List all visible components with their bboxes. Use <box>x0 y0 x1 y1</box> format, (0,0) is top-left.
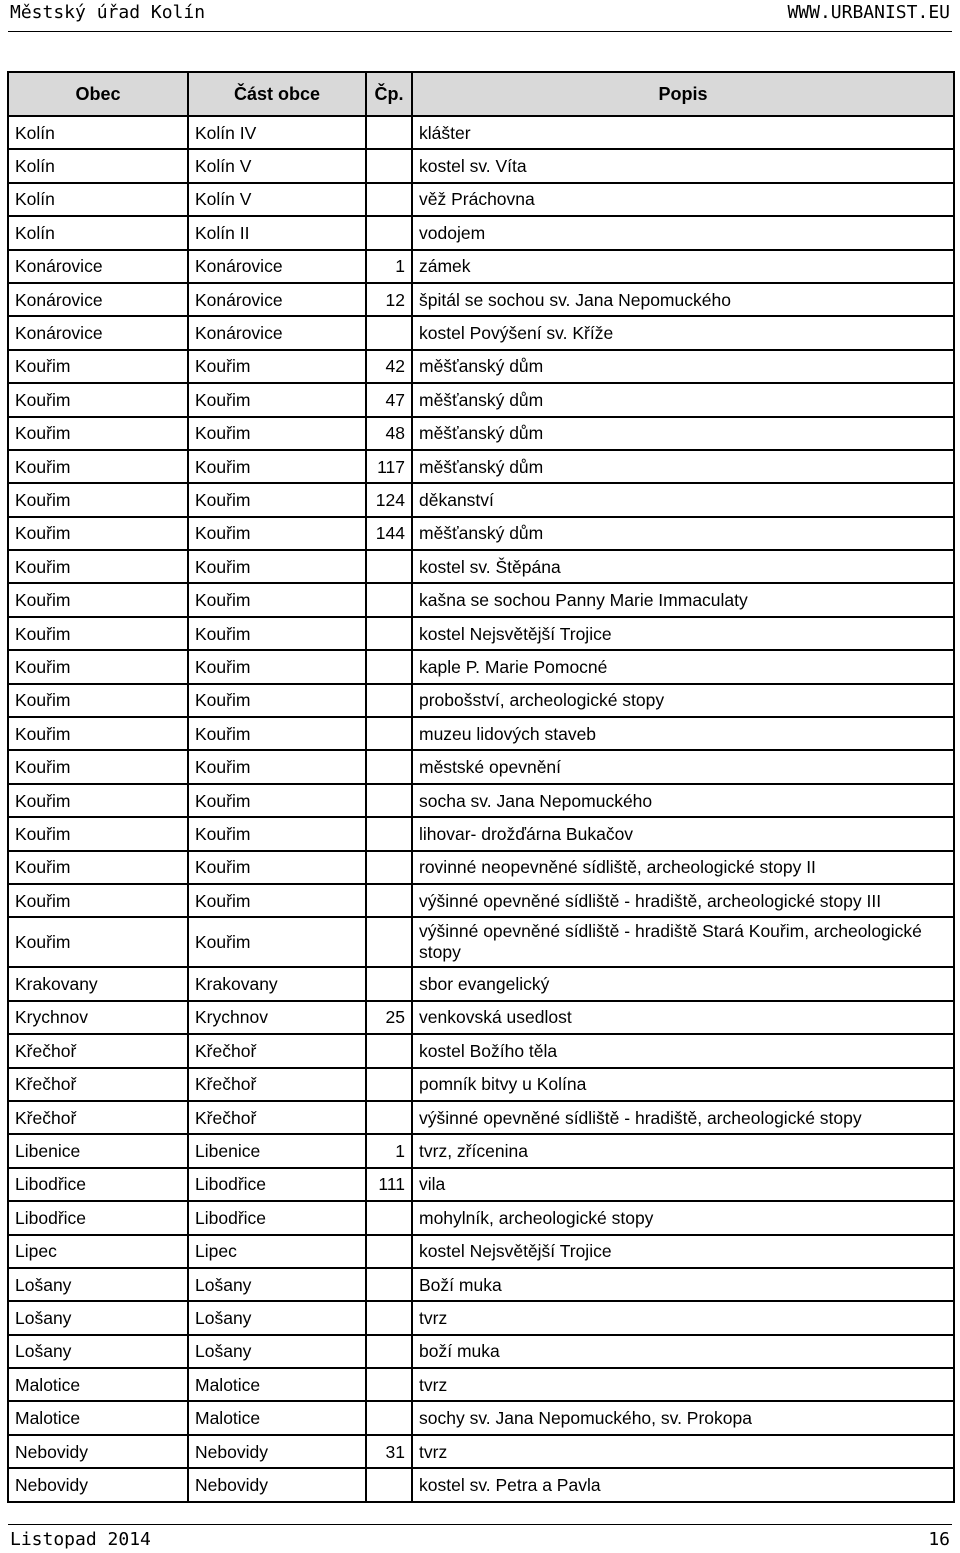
cell-popis: tvrz, zřícenina <box>413 1135 955 1168</box>
cell-obec: Malotice <box>9 1369 189 1402</box>
table-row <box>9 785 955 818</box>
page-footer <box>8 1524 952 1553</box>
cell-cp <box>367 1069 413 1102</box>
cell-popis: výšinné opevněné sídliště - hradiště Stará Kouřim, archeologické stopy <box>413 918 955 968</box>
table-row <box>9 418 955 451</box>
table-row <box>9 1369 955 1402</box>
table-row <box>9 384 955 417</box>
cell-popis: probošství, archeologické stopy <box>413 685 955 718</box>
cell-obec: Libenice <box>9 1135 189 1168</box>
cell-obec: Lošany <box>9 1269 189 1302</box>
cell-cast-obce: Lošany <box>189 1336 367 1369</box>
cell-popis: měšťanský dům <box>413 518 955 551</box>
cell-popis: měšťanský dům <box>413 384 955 417</box>
cell-obec: Křečhoř <box>9 1069 189 1102</box>
cell-cast-obce: Konárovice <box>189 317 367 350</box>
cell-obec: Konárovice <box>9 251 189 284</box>
cell-popis: kostel Nejsvětější Trojice <box>413 618 955 651</box>
cell-cp <box>367 317 413 350</box>
cell-obec: Kouřim <box>9 818 189 851</box>
cell-obec: Kouřim <box>9 852 189 885</box>
table-row <box>9 885 955 918</box>
cell-cast-obce: Kolín IV <box>189 117 367 150</box>
table-row <box>9 1336 955 1369</box>
cell-cp <box>367 685 413 718</box>
cell-cp <box>367 217 413 250</box>
cell-obec: Kouřim <box>9 651 189 684</box>
cell-obec: Konárovice <box>9 317 189 350</box>
table-body <box>9 117 955 1503</box>
cell-cast-obce: Malotice <box>189 1402 367 1435</box>
table-row <box>9 1269 955 1302</box>
cell-obec: Libodřice <box>9 1169 189 1202</box>
cell-popis: vila <box>413 1169 955 1202</box>
cell-cast-obce: Kouřim <box>189 685 367 718</box>
cell-cp <box>367 1402 413 1435</box>
table-row <box>9 150 955 183</box>
cell-cast-obce: Lošany <box>189 1302 367 1335</box>
table-row <box>9 1436 955 1469</box>
cell-cp <box>367 1035 413 1068</box>
cell-cast-obce: Kouřim <box>189 518 367 551</box>
cell-popis: kašna se sochou Panny Marie Immaculaty <box>413 584 955 617</box>
header-website: WWW.URBANIST.EU <box>787 2 950 23</box>
table-row <box>9 1202 955 1235</box>
table-row <box>9 1035 955 1068</box>
cell-cp: 124 <box>367 484 413 517</box>
cell-cast-obce: Kouřim <box>189 751 367 784</box>
cell-popis: tvrz <box>413 1302 955 1335</box>
footer-date: Listopad 2014 <box>10 1529 151 1550</box>
cell-popis: mohylník, archeologické stopy <box>413 1202 955 1235</box>
cell-obec: Kouřim <box>9 351 189 384</box>
cell-cast-obce: Kouřim <box>189 551 367 584</box>
table-row <box>9 918 955 968</box>
cell-popis: vodojem <box>413 217 955 250</box>
page-number: 16 <box>928 1529 950 1550</box>
cell-cp <box>367 885 413 918</box>
cell-popis: věž Práchovna <box>413 184 955 217</box>
cell-popis: špitál se sochou sv. Jana Nepomuckého <box>413 284 955 317</box>
cell-popis: boží muka <box>413 1336 955 1369</box>
cell-cast-obce: Libodřice <box>189 1202 367 1235</box>
table-row <box>9 1135 955 1168</box>
table-header-row <box>9 73 955 117</box>
cell-obec: Kouřim <box>9 751 189 784</box>
cell-cast-obce: Kouřim <box>189 418 367 451</box>
cell-cp <box>367 785 413 818</box>
cell-cp <box>367 117 413 150</box>
cell-obec: Kolín <box>9 117 189 150</box>
cell-cast-obce: Kouřim <box>189 618 367 651</box>
cell-obec: Kouřim <box>9 785 189 818</box>
cell-obec: Lipec <box>9 1236 189 1269</box>
cell-obec: Kolín <box>9 217 189 250</box>
cell-popis: zámek <box>413 251 955 284</box>
cell-cp: 117 <box>367 451 413 484</box>
cell-cast-obce: Kolín II <box>189 217 367 250</box>
cell-cp <box>367 1202 413 1235</box>
cell-obec: Krychnov <box>9 1002 189 1035</box>
monument-table <box>7 71 955 1503</box>
cell-cp <box>367 184 413 217</box>
table-row <box>9 1102 955 1135</box>
cell-obec: Kouřim <box>9 484 189 517</box>
cell-cast-obce: Kouřim <box>189 918 367 968</box>
table-row <box>9 1469 955 1502</box>
cell-obec: Kouřim <box>9 584 189 617</box>
table-row <box>9 1302 955 1335</box>
table-row <box>9 718 955 751</box>
cell-cast-obce: Krakovany <box>189 968 367 1001</box>
table-row <box>9 818 955 851</box>
cell-popis: pomník bitvy u Kolína <box>413 1069 955 1102</box>
cell-cp <box>367 1102 413 1135</box>
column-header-cp: Čp. <box>367 73 413 117</box>
cell-popis: kostel sv. Štěpána <box>413 551 955 584</box>
cell-cp <box>367 1469 413 1502</box>
cell-popis: tvrz <box>413 1436 955 1469</box>
cell-cp: 48 <box>367 418 413 451</box>
cell-obec: Kouřim <box>9 418 189 451</box>
cell-obec: Krakovany <box>9 968 189 1001</box>
cell-cp: 1 <box>367 1135 413 1168</box>
table-row <box>9 852 955 885</box>
table-row <box>9 518 955 551</box>
cell-popis: lihovar- drožďárna Bukačov <box>413 818 955 851</box>
cell-cp: 1 <box>367 251 413 284</box>
cell-obec: Konárovice <box>9 284 189 317</box>
cell-cast-obce: Kouřim <box>189 785 367 818</box>
cell-popis: kostel Božího těla <box>413 1035 955 1068</box>
cell-obec: Kouřim <box>9 518 189 551</box>
cell-obec: Lošany <box>9 1336 189 1369</box>
cell-cp <box>367 751 413 784</box>
cell-cp <box>367 1336 413 1369</box>
cell-popis: měšťanský dům <box>413 451 955 484</box>
cell-popis: kostel sv. Víta <box>413 150 955 183</box>
table-row <box>9 751 955 784</box>
cell-popis: tvrz <box>413 1369 955 1402</box>
cell-popis: Boží muka <box>413 1269 955 1302</box>
cell-cast-obce: Kouřim <box>189 484 367 517</box>
table-row <box>9 351 955 384</box>
cell-popis: kostel Povýšení sv. Kříže <box>413 317 955 350</box>
cell-cp <box>367 918 413 968</box>
cell-cp <box>367 852 413 885</box>
cell-obec: Kouřim <box>9 384 189 417</box>
cell-obec: Kolín <box>9 184 189 217</box>
table-row <box>9 484 955 517</box>
cell-cast-obce: Kouřim <box>189 384 367 417</box>
cell-cp: 31 <box>367 1436 413 1469</box>
cell-cast-obce: Konárovice <box>189 284 367 317</box>
cell-cast-obce: Lipec <box>189 1236 367 1269</box>
cell-cast-obce: Kolín V <box>189 184 367 217</box>
table-row <box>9 968 955 1001</box>
cell-popis: měšťanský dům <box>413 418 955 451</box>
cell-cast-obce: Kouřim <box>189 651 367 684</box>
cell-popis: kaple P. Marie Pomocné <box>413 651 955 684</box>
cell-popis: výšinné opevněné sídliště - hradiště, archeologické stopy III <box>413 885 955 918</box>
cell-obec: Kouřim <box>9 618 189 651</box>
cell-cp <box>367 584 413 617</box>
cell-popis: měšťanský dům <box>413 351 955 384</box>
cell-obec: Křečhoř <box>9 1035 189 1068</box>
page-header <box>8 0 952 32</box>
cell-popis: rovinné neopevněné sídliště, archeologické stopy II <box>413 852 955 885</box>
table-row <box>9 284 955 317</box>
cell-popis: kostel Nejsvětější Trojice <box>413 1236 955 1269</box>
cell-popis: děkanství <box>413 484 955 517</box>
cell-cast-obce: Nebovidy <box>189 1436 367 1469</box>
table-row <box>9 184 955 217</box>
table-row <box>9 117 955 150</box>
cell-popis: sochy sv. Jana Nepomuckého, sv. Prokopa <box>413 1402 955 1435</box>
cell-cast-obce: Křečhoř <box>189 1102 367 1135</box>
table-row <box>9 651 955 684</box>
cell-cast-obce: Kouřim <box>189 718 367 751</box>
cell-cast-obce: Libenice <box>189 1135 367 1168</box>
cell-obec: Kouřim <box>9 685 189 718</box>
cell-cp <box>367 1269 413 1302</box>
cell-obec: Nebovidy <box>9 1469 189 1502</box>
table-row <box>9 685 955 718</box>
cell-cp <box>367 1236 413 1269</box>
cell-cast-obce: Kouřim <box>189 584 367 617</box>
cell-cast-obce: Kouřim <box>189 451 367 484</box>
table-row <box>9 618 955 651</box>
cell-popis: socha sv. Jana Nepomuckého <box>413 785 955 818</box>
cell-cp: 144 <box>367 518 413 551</box>
cell-cp: 42 <box>367 351 413 384</box>
cell-cp <box>367 551 413 584</box>
header-title: Městský úřad Kolín <box>10 2 206 23</box>
cell-cp: 111 <box>367 1169 413 1202</box>
cell-popis: muzeu lidových staveb <box>413 718 955 751</box>
cell-cp: 12 <box>367 284 413 317</box>
table-row <box>9 584 955 617</box>
cell-cp <box>367 651 413 684</box>
cell-obec: Libodřice <box>9 1202 189 1235</box>
cell-cp <box>367 618 413 651</box>
cell-obec: Kouřim <box>9 718 189 751</box>
cell-cp <box>367 818 413 851</box>
cell-obec: Kouřim <box>9 451 189 484</box>
cell-cast-obce: Nebovidy <box>189 1469 367 1502</box>
table-row <box>9 251 955 284</box>
cell-cast-obce: Krychnov <box>189 1002 367 1035</box>
table-row <box>9 551 955 584</box>
cell-cast-obce: Kouřim <box>189 885 367 918</box>
cell-obec: Kouřim <box>9 918 189 968</box>
cell-cast-obce: Kolín V <box>189 150 367 183</box>
cell-obec: Lošany <box>9 1302 189 1335</box>
cell-cast-obce: Kouřim <box>189 818 367 851</box>
cell-cast-obce: Konárovice <box>189 251 367 284</box>
column-header-cast-obce: Část obce <box>189 73 367 117</box>
cell-cp <box>367 150 413 183</box>
table-row <box>9 1402 955 1435</box>
cell-popis: venkovská usedlost <box>413 1002 955 1035</box>
table-row <box>9 317 955 350</box>
table-row <box>9 1069 955 1102</box>
cell-cp: 25 <box>367 1002 413 1035</box>
cell-cp <box>367 1369 413 1402</box>
cell-cast-obce: Křečhoř <box>189 1069 367 1102</box>
cell-popis: výšinné opevněné sídliště - hradiště, archeologické stopy <box>413 1102 955 1135</box>
cell-obec: Křečhoř <box>9 1102 189 1135</box>
table-row <box>9 1236 955 1269</box>
table-row <box>9 1002 955 1035</box>
cell-obec: Nebovidy <box>9 1436 189 1469</box>
table-row <box>9 1169 955 1202</box>
cell-obec: Malotice <box>9 1402 189 1435</box>
cell-cast-obce: Libodřice <box>189 1169 367 1202</box>
cell-cp: 47 <box>367 384 413 417</box>
cell-obec: Kouřim <box>9 551 189 584</box>
cell-popis: kostel sv. Petra a Pavla <box>413 1469 955 1502</box>
cell-cp <box>367 718 413 751</box>
table-row <box>9 217 955 250</box>
column-header-popis: Popis <box>413 73 955 117</box>
cell-cp <box>367 1302 413 1335</box>
cell-popis: městské opevnění <box>413 751 955 784</box>
cell-cp <box>367 968 413 1001</box>
cell-popis: sbor evangelický <box>413 968 955 1001</box>
cell-obec: Kouřim <box>9 885 189 918</box>
cell-popis: klášter <box>413 117 955 150</box>
cell-cast-obce: Lošany <box>189 1269 367 1302</box>
cell-cast-obce: Kouřim <box>189 351 367 384</box>
cell-cast-obce: Křečhoř <box>189 1035 367 1068</box>
cell-cast-obce: Kouřim <box>189 852 367 885</box>
column-header-obec: Obec <box>9 73 189 117</box>
table-row <box>9 451 955 484</box>
cell-cast-obce: Malotice <box>189 1369 367 1402</box>
cell-obec: Kolín <box>9 150 189 183</box>
